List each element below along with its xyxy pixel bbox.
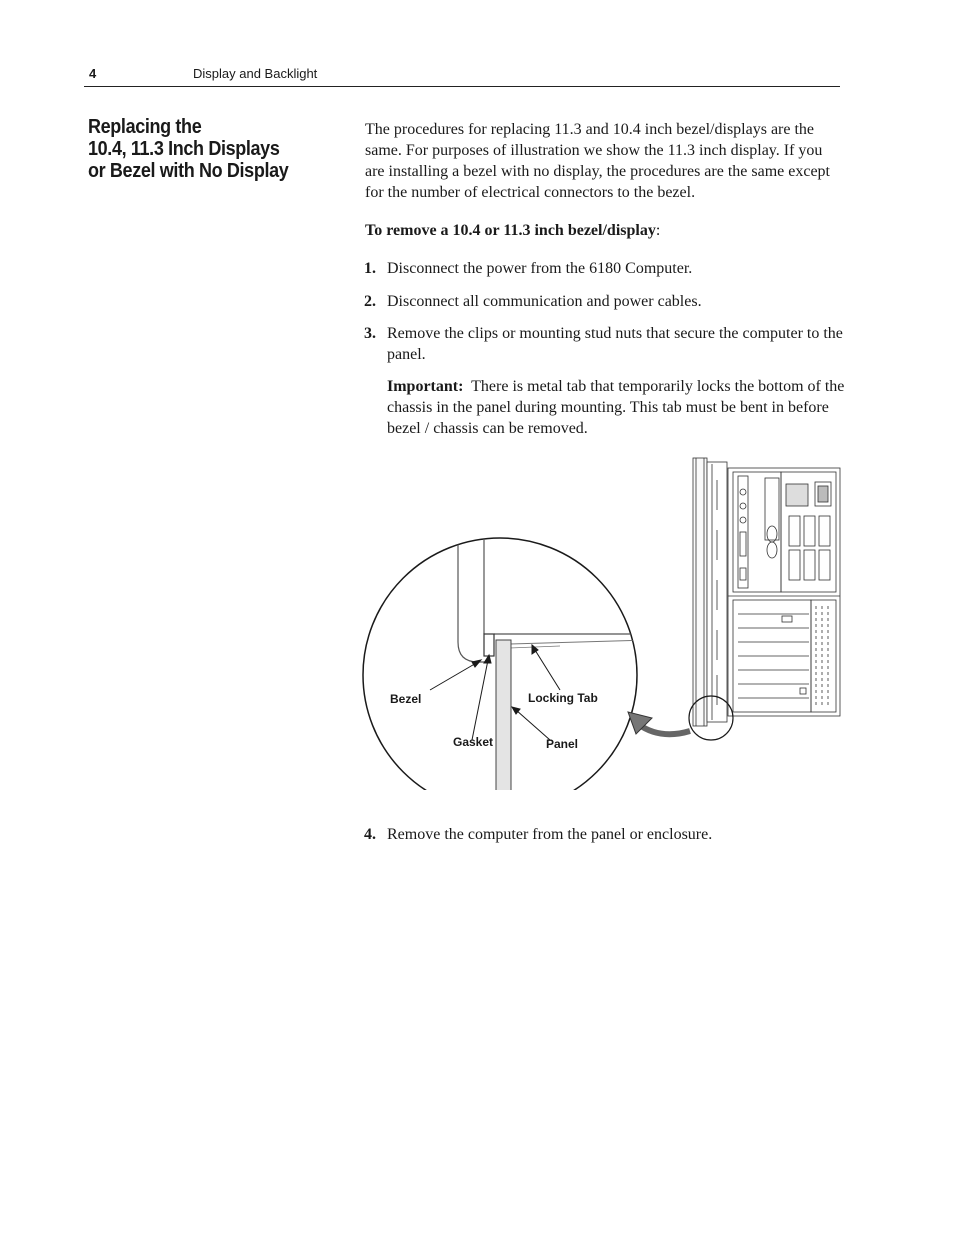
computer-rear-view [689,458,840,740]
label-gasket: Gasket [453,735,494,749]
section-title-line: or Bezel with No Display [88,160,289,182]
step-text: Remove the clips or mounting stud nuts that secure the computer to the panel. [387,325,843,363]
section-title [88,116,313,182]
important-note [387,376,845,439]
step-number: 4. [364,826,376,843]
step-number: 3. [364,325,376,342]
running-title: Display and Backlight [193,66,318,81]
step-text: Disconnect the power from the 6180 Computer. [387,260,693,277]
detail-magnifier [363,520,650,790]
important-text: There is metal tab that temporarily locks the bottom of the chassis in the panel during mounting. This tab must be bent in before bezel / chassis can be removed. [387,378,845,437]
step-number: 2. [364,293,376,310]
section-title-line: 10.4, 11.3 Inch Displays [88,138,280,160]
label-bezel: Bezel [390,692,422,706]
bezel-removal-figure [360,450,850,790]
procedure-lead [365,220,660,241]
procedure-lead-bold: To remove a 10.4 or 11.3 inch bezel/display [365,222,656,239]
page-number: 4 [89,66,97,81]
section-title-line: Replacing the [88,116,202,138]
step-text: Remove the computer from the panel or enclosure. [387,826,713,843]
page-header [84,64,840,87]
label-panel: Panel [546,737,579,751]
intro-paragraph: The procedures for replacing 11.3 and 10.4 inch bezel/displays are the same. For purposes of illustration we show the 11.3 inch display. If you are installing a bezel with no display, the procedures are the same except for the number of electrical connectors to the bezel. [365,121,830,201]
procedure-lead-colon: : [655,222,661,239]
step-text: Disconnect all communication and power cables. [387,293,702,310]
important-label: Important: [387,378,464,395]
label-locking-tab: Locking Tab [528,691,598,705]
pointer-arrow [628,712,690,734]
step-number: 1. [364,260,376,277]
